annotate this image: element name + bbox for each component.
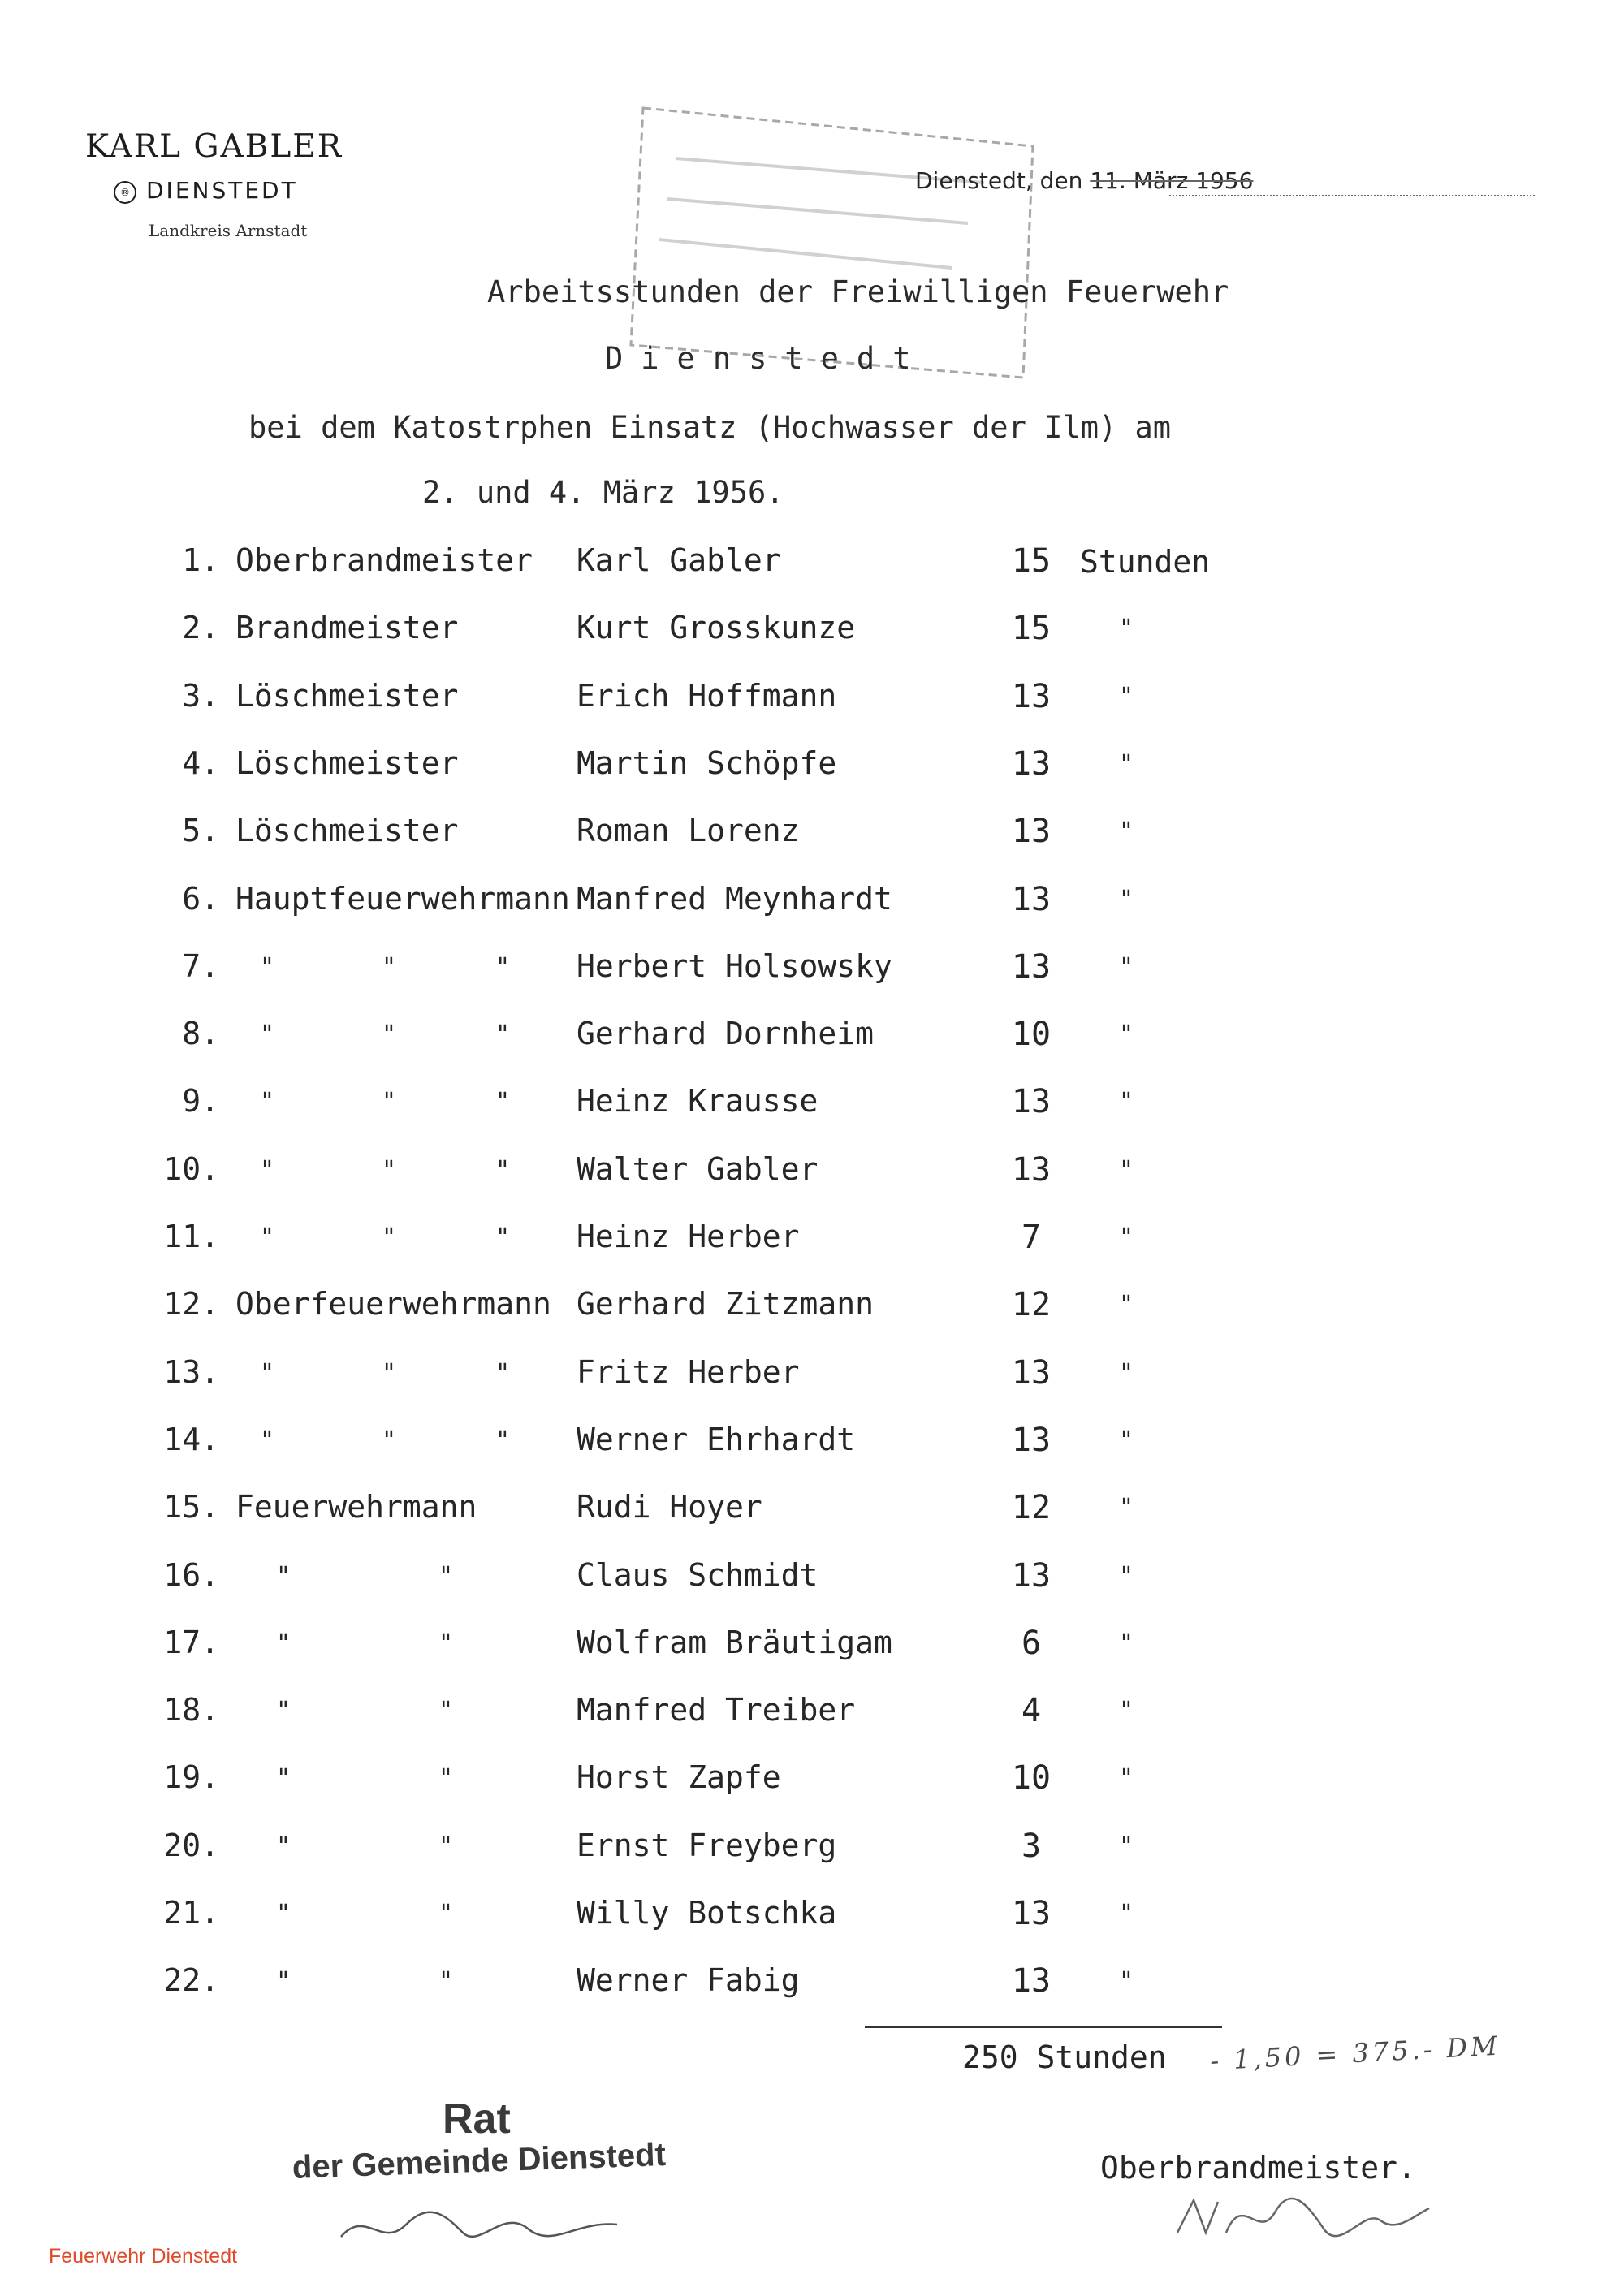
watermark-text: Feuerwehr Dienstedt — [49, 2245, 238, 2268]
roster-hours: 13 — [1011, 1895, 1052, 1932]
roster-unit: " — [1119, 1426, 1134, 1455]
ditto-mark: " — [495, 1021, 511, 1049]
ditto-mark: " — [382, 953, 397, 982]
roster-unit: " — [1119, 886, 1134, 914]
heading-line-2: Dienstedt — [605, 341, 929, 376]
roster-unit: " — [1119, 750, 1134, 779]
roster-hours: 10 — [1011, 1016, 1052, 1053]
roster-number: 1. — [182, 542, 219, 578]
roster-unit: " — [1119, 1088, 1134, 1116]
roster-number: 14. — [163, 1422, 219, 1457]
roster-unit: " — [1119, 1967, 1134, 1996]
roster-unit: " — [1119, 1156, 1134, 1185]
roster-rank: Hauptfeuerwehrmann — [235, 881, 570, 917]
roster-hours: 13 — [1011, 1962, 1052, 2000]
heading-line-3: bei dem Katostrphen Einsatz (Hochwasser der Ilm) am — [248, 410, 1172, 445]
roster-name: Karl Gabler — [577, 542, 781, 578]
roster-unit: " — [1119, 953, 1134, 982]
total-rule — [865, 2026, 1222, 2028]
roster-number: 22. — [163, 1962, 219, 1998]
roster-hours: 13 — [1011, 745, 1052, 783]
roster-unit: " — [1119, 1900, 1134, 1928]
roster-rank: Löschmeister — [235, 745, 459, 781]
date-place: Dienstedt, den — [915, 167, 1083, 194]
ditto-mark: " — [438, 1764, 454, 1793]
roster-number: 20. — [163, 1828, 219, 1863]
roster-name: Rudi Hoyer — [577, 1489, 762, 1525]
roster-unit: " — [1119, 818, 1134, 846]
roster-number: 10. — [163, 1151, 219, 1187]
ditto-mark: " — [382, 1359, 397, 1388]
council-signature — [333, 2192, 625, 2257]
roster-name: Werner Fabig — [577, 1962, 800, 1998]
roster-number: 18. — [163, 1692, 219, 1728]
roster-name: Martin Schöpfe — [577, 745, 837, 781]
letterhead-name: KARL GABLER — [85, 128, 343, 165]
roster-unit: " — [1119, 1494, 1134, 1522]
ditto-mark: " — [495, 1088, 511, 1116]
roster-name: Horst Zapfe — [577, 1759, 781, 1795]
ditto-mark: " — [495, 953, 511, 982]
ditto-mark: " — [438, 1562, 454, 1590]
date-dotted-line — [1169, 195, 1535, 196]
ditto-mark: " — [382, 1088, 397, 1116]
roster-number: 15. — [163, 1489, 219, 1525]
faint-rectangular-stamp — [627, 101, 1039, 382]
roster-name: Kurt Grosskunze — [577, 610, 856, 645]
roster-hours: 12 — [1011, 1489, 1052, 1526]
ditto-mark: " — [260, 953, 275, 982]
roster-hours: 15 — [1011, 610, 1052, 647]
roster-hours: 13 — [1011, 1151, 1052, 1189]
ditto-mark: " — [276, 1697, 292, 1725]
ditto-mark: " — [260, 1088, 275, 1116]
roster-number: 21. — [163, 1895, 219, 1931]
roster-number: 3. — [182, 678, 219, 714]
ditto-mark: " — [495, 1426, 511, 1455]
roster-unit: " — [1119, 615, 1134, 643]
roster-number: 19. — [163, 1759, 219, 1795]
roster-number: 12. — [163, 1286, 219, 1322]
ditto-mark: " — [276, 1832, 292, 1861]
roster-name: Gerhard Zitzmann — [577, 1286, 875, 1322]
ditto-mark: " — [260, 1156, 275, 1185]
roster-number: 8. — [182, 1016, 219, 1051]
ditto-mark: " — [260, 1426, 275, 1455]
ditto-mark: " — [260, 1224, 275, 1252]
ditto-mark: " — [438, 1697, 454, 1725]
roster-unit: Stunden — [1080, 544, 1211, 580]
registered-mark: ® — [114, 181, 136, 204]
roster-number: 13. — [163, 1354, 219, 1390]
roster-name: Roman Lorenz — [577, 813, 800, 848]
ditto-mark: " — [276, 1900, 292, 1928]
ditto-mark: " — [438, 1629, 454, 1658]
roster-name: Walter Gabler — [577, 1151, 818, 1187]
roster-number: 11. — [163, 1219, 219, 1254]
roster-name: Erich Hoffmann — [577, 678, 837, 714]
roster-name: Manfred Meynhardt — [577, 881, 892, 917]
ditto-mark: " — [382, 1426, 397, 1455]
handwritten-payment-note: - 1,50 = 375.- DM — [1209, 2030, 1501, 2077]
roster-number: 16. — [163, 1557, 219, 1593]
roster-name: Herbert Holsowsky — [577, 948, 892, 984]
roster-hours: 10 — [1011, 1759, 1052, 1797]
roster-hours: 13 — [1011, 1354, 1052, 1392]
ditto-mark: " — [276, 1967, 292, 1996]
roster-rank: Oberbrandmeister — [235, 542, 533, 578]
ditto-mark: " — [276, 1629, 292, 1658]
ditto-mark: " — [495, 1156, 511, 1185]
ditto-mark: " — [276, 1764, 292, 1793]
ditto-mark: " — [438, 1832, 454, 1861]
ditto-mark: " — [382, 1224, 397, 1252]
roster-unit: " — [1119, 683, 1134, 711]
roster-rank: Feuerwehrmann — [235, 1489, 477, 1525]
roster-rank: Oberfeuerwehrmann — [235, 1286, 551, 1322]
roster-hours: 15 — [1011, 542, 1052, 580]
roster-unit: " — [1119, 1359, 1134, 1388]
ditto-mark: " — [276, 1562, 292, 1590]
roster-hours: 13 — [1011, 1422, 1052, 1459]
roster-hours: 13 — [1011, 1083, 1052, 1120]
roster-unit: " — [1119, 1021, 1134, 1049]
roster-number: 4. — [182, 745, 219, 781]
roster-hours: 13 — [1011, 678, 1052, 715]
roster-hours: 3 — [1021, 1828, 1042, 1865]
roster-unit: " — [1119, 1562, 1134, 1590]
roster-rank: Löschmeister — [235, 678, 459, 714]
roster-name: Ernst Freyberg — [577, 1828, 837, 1863]
ditto-mark: " — [438, 1900, 454, 1928]
letterhead-city — [114, 177, 298, 204]
roster-hours: 12 — [1011, 1286, 1052, 1323]
roster-hours: 13 — [1011, 813, 1052, 850]
roster-name: Manfred Treiber — [577, 1692, 856, 1728]
roster-number: 5. — [182, 813, 219, 848]
roster-hours: 13 — [1011, 1557, 1052, 1595]
date-value: 11. März 1956 — [1090, 167, 1254, 194]
roster-hours: 13 — [1011, 881, 1052, 918]
ditto-mark: " — [382, 1156, 397, 1185]
roster-unit: " — [1119, 1764, 1134, 1793]
roster-number: 6. — [182, 881, 219, 917]
roster-number: 2. — [182, 610, 219, 645]
roster-unit: " — [1119, 1224, 1134, 1252]
ditto-mark: " — [438, 1967, 454, 1996]
ditto-mark: " — [495, 1224, 511, 1252]
signature-title: Oberbrandmeister. — [1100, 2150, 1416, 2186]
heading-line-1: Arbeitsstunden der Freiwilligen Feuerwehr — [487, 274, 1229, 309]
roster-unit: " — [1119, 1697, 1134, 1725]
roster-hours: 4 — [1021, 1692, 1042, 1729]
roster-rank: Brandmeister — [235, 610, 459, 645]
roster-name: Heinz Herber — [577, 1219, 800, 1254]
roster-name: Werner Ehrhardt — [577, 1422, 856, 1457]
ditto-mark: " — [382, 1021, 397, 1049]
roster-name: Fritz Herber — [577, 1354, 800, 1390]
roster-number: 17. — [163, 1625, 219, 1660]
roster-unit: " — [1119, 1629, 1134, 1658]
ditto-mark: " — [495, 1359, 511, 1388]
council-stamp-line-1: Rat — [443, 2095, 511, 2143]
commander-signature — [1169, 2184, 1437, 2249]
heading-line-4: 2. und 4. März 1956. — [422, 475, 784, 510]
roster-number: 7. — [182, 948, 219, 984]
roster-unit: " — [1119, 1832, 1134, 1861]
roster-name: Claus Schmidt — [577, 1557, 818, 1593]
roster-name: Gerhard Dornheim — [577, 1016, 875, 1051]
letterhead-city-text: DIENSTEDT — [146, 177, 298, 204]
date-line — [915, 167, 1253, 194]
letterhead-district: Landkreis Arnstadt — [149, 221, 308, 240]
roster-name: Wolfram Bräutigam — [577, 1625, 892, 1660]
ditto-mark: " — [260, 1359, 275, 1388]
roster-name: Heinz Krausse — [577, 1083, 818, 1119]
roster-name: Willy Botschka — [577, 1895, 837, 1931]
roster-hours: 7 — [1021, 1219, 1042, 1256]
roster-unit: " — [1119, 1291, 1134, 1319]
total-hours: 250 Stunden — [962, 2039, 1167, 2075]
council-stamp-line-2: der Gemeinde Dienstedt — [292, 2136, 667, 2186]
roster-hours: 13 — [1011, 948, 1052, 986]
ditto-mark: " — [260, 1021, 275, 1049]
roster-hours: 6 — [1021, 1625, 1042, 1662]
roster-number: 9. — [182, 1083, 219, 1119]
roster-rank: Löschmeister — [235, 813, 459, 848]
